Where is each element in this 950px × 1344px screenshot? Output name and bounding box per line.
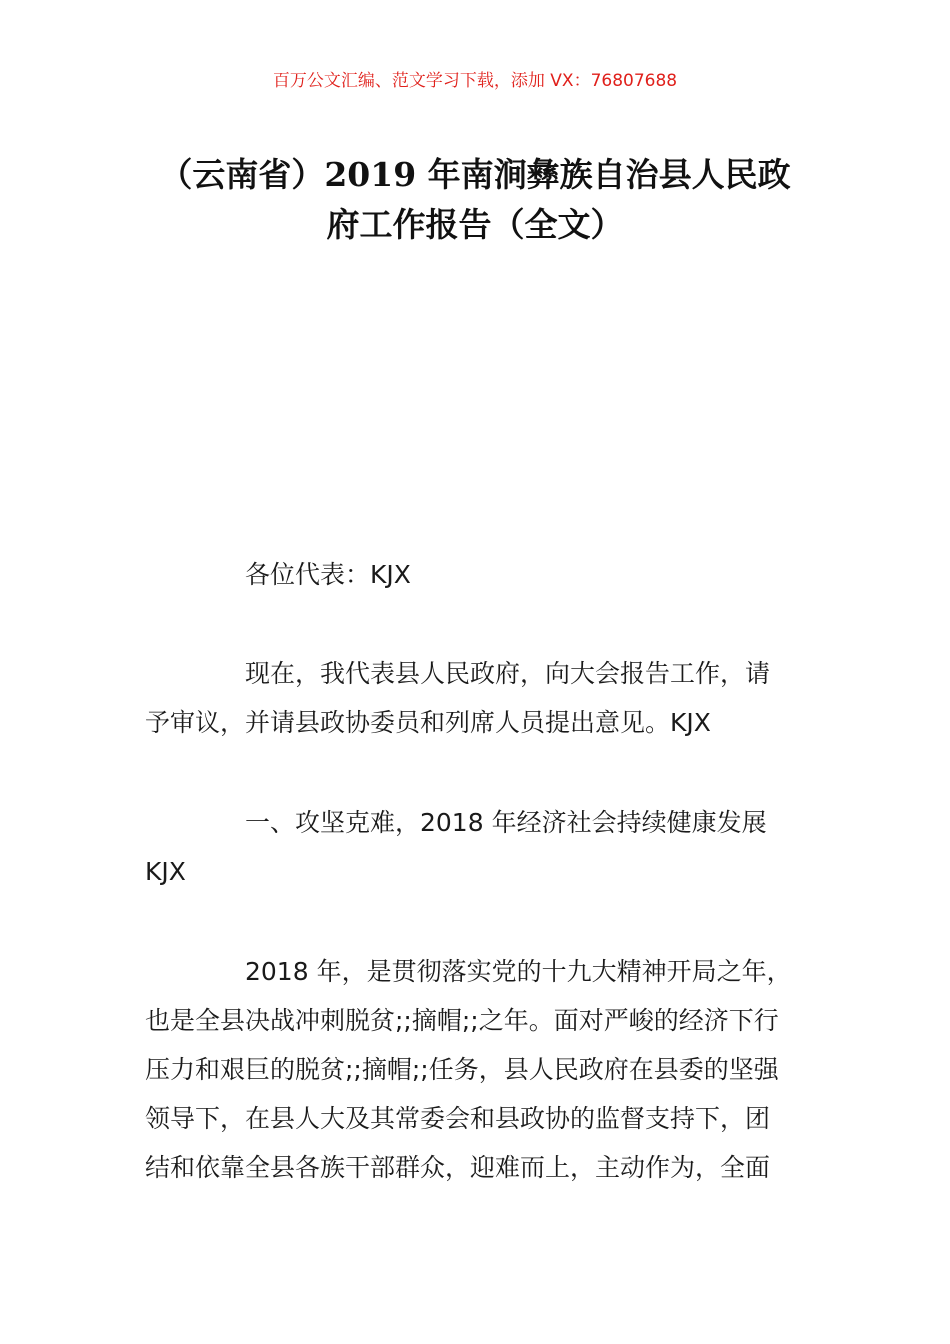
salutation-line: 各位代表：KJX	[245, 560, 411, 589]
paragraph-line: 予审议，并请县政协委员和列席人员提出意见。KJX	[145, 708, 711, 737]
document-title	[120, 150, 830, 250]
paragraph-line: 也是全县决战冲刺脱贫;;摘帽;;之年。面对严峻的经济下行	[145, 1006, 779, 1035]
paragraph-line: 2018 年，是贯彻落实党的十九大精神开局之年，	[245, 957, 792, 986]
salutation	[145, 550, 807, 599]
paragraph-2018	[145, 947, 807, 1192]
header-banner: 百万公文汇编、范文学习下载，添加 VX：76807688	[272, 71, 678, 91]
paragraph-line: 领导下，在县人大及其常委会和县政协的监督支持下，团	[145, 1104, 771, 1133]
title-line-2: 府工作报告（全文）	[326, 205, 624, 244]
heading-line: KJX	[145, 857, 186, 886]
paragraph-line: 压力和艰巨的脱贫;;摘帽;;任务，县人民政府在县委的坚强	[145, 1055, 779, 1084]
paragraph-line: 结和依靠全县各族干部群众，迎难而上，主动作为，全面	[145, 1153, 771, 1182]
section-heading-1	[145, 798, 807, 896]
paragraph-intro	[145, 649, 807, 747]
paragraph-line: 现在，我代表县人民政府，向大会报告工作，请	[245, 659, 771, 688]
title-line-1: （云南省）2019 年南涧彝族自治县人民政	[159, 155, 791, 194]
heading-line: 一、攻坚克难，2018 年经济社会持续健康发展	[245, 808, 767, 837]
